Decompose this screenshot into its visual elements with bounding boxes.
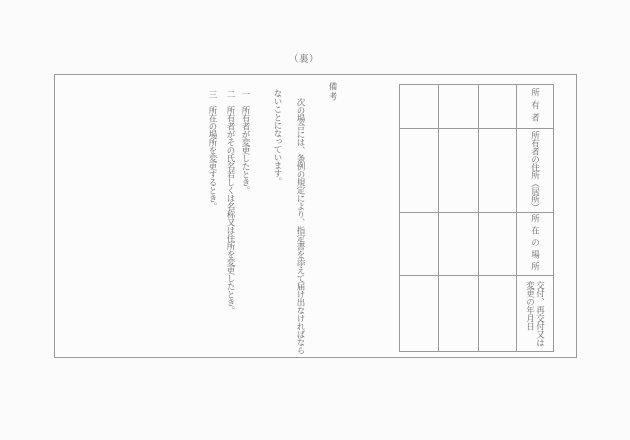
- table-header-owner-label: 所有者: [530, 87, 541, 126]
- entry-cell: [439, 129, 479, 213]
- table-header-owner-address-label: 所有者の住所（居所）: [530, 130, 541, 211]
- entry-cell: [439, 276, 479, 352]
- remarks-paragraph-line-2: ないことになっています。: [273, 89, 283, 185]
- remarks-item-1: 一 所有者が変更したとき。: [241, 90, 251, 194]
- table-header-issue-date-line-1: 交付、再交付又は: [535, 281, 546, 347]
- table-header-location-label: 所在の場所: [530, 214, 541, 274]
- entry-cell: [400, 276, 439, 352]
- remarks-paragraph-line-1: 次の場合には、条例の規定により、指定書を添えて届け出なければなら: [296, 98, 306, 354]
- table-header-issue-date-label: [526, 281, 546, 347]
- entry-cell: [479, 213, 517, 276]
- remarks-heading: 備考: [328, 82, 338, 102]
- entry-cell: [439, 85, 479, 129]
- table-header-issue-date: [517, 276, 554, 352]
- entry-cell: [479, 129, 517, 213]
- entry-cell: [479, 276, 517, 352]
- table-header-location: [517, 213, 554, 276]
- entry-cell: [400, 213, 439, 276]
- entry-cell: [479, 85, 517, 129]
- remarks-item-2: 二 所有者がその氏名若しくは名称又は住所を変更したとき。: [226, 90, 236, 314]
- remarks-item-3: 三 所在の場所を変更するとき。: [208, 90, 218, 210]
- record-table: [399, 84, 554, 352]
- entry-cell: [439, 213, 479, 276]
- form-frame: [54, 74, 577, 358]
- table-header-owner: [517, 85, 554, 129]
- table-header-issue-date-line-2: 変更の年月日: [525, 281, 536, 331]
- table-header-owner-address: [517, 129, 554, 213]
- entry-cell: [400, 85, 439, 129]
- page-side-label: （裏）: [288, 55, 319, 65]
- entry-cell: [400, 129, 439, 213]
